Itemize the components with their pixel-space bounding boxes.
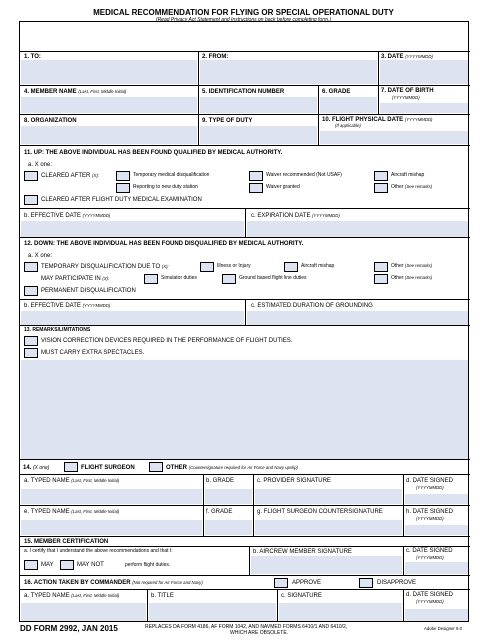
illness-label: Illness or Injury [217, 263, 251, 269]
cmdr-signature-field[interactable] [279, 603, 402, 621]
cmdr-title-field[interactable] [149, 603, 276, 621]
reporting-checkbox[interactable] [116, 183, 130, 193]
if-applicable-hint: (If applicable) [335, 123, 361, 128]
cmdr-signature-label: c. SIGNATURE [281, 593, 322, 599]
date-label: 3. DATE (YYYYMMDD) [381, 54, 433, 60]
aircraft-mishap-label-up: Aircraft mishap [391, 172, 425, 178]
disapprove-checkbox[interactable] [359, 578, 373, 588]
cmdr-date-signed-field[interactable] [405, 609, 468, 621]
flight-physical-field[interactable] [320, 131, 468, 144]
commander-heading: 16. ACTION TAKEN BY COMMANDER (Not required for Air Force and Navy) [24, 580, 203, 586]
other-label-down-2: Other (See remarks) [391, 275, 433, 281]
grade-b-field[interactable] [205, 489, 252, 504]
grade-f-field[interactable] [205, 520, 252, 535]
typed-name-a-field[interactable] [21, 489, 202, 504]
aircrew-sig-field[interactable] [251, 556, 402, 574]
vision-label: VISION CORRECTION DEVICES REQUIRED IN THE PERFORMANCE OF FLIGHT DUTIES. [41, 338, 293, 344]
surgeon-x-one: 14. (X one) [23, 465, 50, 471]
waiver-recommended-label: Waiver recommended (Not USAF) [266, 172, 342, 178]
permanent-checkbox[interactable] [24, 286, 38, 296]
aircraft-mishap-label-down: Aircraft mishap [301, 263, 335, 269]
cmdr-date-signed-label: d. DATE SIGNED [406, 592, 453, 598]
date-signed-d-label: d. DATE SIGNED [406, 478, 453, 484]
temp-medical-label: Temporary medical disqualification [133, 172, 210, 178]
dob-field[interactable] [380, 103, 468, 113]
provider-sig-label: c. PROVIDER SIGNATURE [257, 478, 331, 484]
temp-medical-checkbox[interactable] [116, 171, 130, 181]
vision-checkbox[interactable] [24, 336, 38, 346]
to-label: 1. TO: [24, 54, 41, 60]
waiver-recommended-checkbox[interactable] [249, 171, 263, 181]
cmdr-date-hint: (YYYYMMDD) [416, 599, 444, 604]
waiver-granted-checkbox[interactable] [249, 183, 263, 193]
form-subtitle: (Read Privacy Act Statement and Instructions on back before completing form.) [155, 17, 332, 23]
id-number-label: 5. IDENTIFICATION NUMBER [202, 89, 285, 95]
illness-checkbox[interactable] [200, 262, 214, 272]
may-not-checkbox[interactable] [60, 560, 74, 570]
reporting-label: Reporting to new duty station [133, 184, 198, 190]
designer-label: Adobe Designer 9.0 [424, 626, 462, 631]
date-field[interactable] [380, 60, 468, 84]
remarks-heading: 13. REMARKS/LIMITATIONS [24, 327, 91, 333]
dob-label: 7. DATE OF BIRTH [381, 88, 434, 94]
fs-countersig-label: g. FLIGHT SURGEON COUNTERSIGNATURE [257, 509, 383, 515]
form-title: MEDICAL RECOMMENDATION FOR FLYING OR SPECIAL OPERATIONAL DUTY [93, 8, 394, 17]
flight-surgeon-checkbox[interactable] [64, 462, 78, 472]
other-surgeon-checkbox[interactable] [149, 462, 163, 472]
spectacles-checkbox[interactable] [24, 348, 38, 358]
form-id: DD FORM 2992, JAN 2015 [20, 624, 118, 633]
member-cert-heading: 15. MEMBER CERTIFICATION [24, 539, 109, 545]
organization-field[interactable] [21, 126, 197, 144]
temp-disq-checkbox[interactable] [24, 262, 38, 272]
other-checkbox-up[interactable] [374, 183, 388, 193]
member-date-hint: (YYYYMMDD) [416, 555, 444, 560]
down-heading: 12. DOWN: THE ABOVE INDIVIDUAL HAS BEEN FOUND DISQUALIFIED BY MEDICAL AUTHORITY. [24, 241, 304, 247]
fs-countersig-field[interactable] [255, 520, 402, 535]
id-number-field[interactable] [200, 97, 317, 113]
certify-label: a. I certify that I understand the above recommendations and that I: [24, 548, 173, 554]
grade-f-label: f. GRADE [206, 509, 233, 515]
perform-label: perform flight duties. [125, 562, 171, 568]
member-date-signed-label: c. DATE SIGNED [406, 548, 453, 554]
may-not-label: MAY NOT [77, 562, 104, 568]
up-effective-date-label: b. EFFECTIVE DATE (YYYYMMDD) [24, 213, 111, 219]
down-effective-date-field[interactable] [21, 311, 244, 325]
may-checkbox[interactable] [24, 560, 38, 570]
date-signed-d-hint: (YYYYMMDD) [416, 485, 444, 490]
date-signed-d-field[interactable] [405, 494, 468, 504]
member-name-field[interactable] [21, 97, 197, 113]
from-field[interactable] [200, 60, 377, 84]
cmdr-typed-name-field[interactable] [21, 603, 146, 621]
up-x-one: a. X one: [28, 162, 53, 168]
spectacles-label: MUST CARRY EXTRA SPECTACLES. [41, 350, 145, 356]
other-label-down: Other (See remarks) [391, 263, 433, 269]
other-checkbox-down-2[interactable] [374, 274, 388, 284]
disapprove-label: DISAPPROVE [377, 580, 417, 586]
simulator-label: Simulator duties [161, 275, 197, 281]
ground-sim-checkbox[interactable] [222, 274, 236, 284]
date-signed-h-hint: (YYYYMMDD) [416, 516, 444, 521]
other-label-up: Other (See remarks) [391, 184, 433, 190]
up-heading: 11. UP: THE ABOVE INDIVIDUAL HAS BEEN FOUND QUALIFIED BY MEDICAL AUTHORITY. [24, 150, 283, 156]
grade-label: 6. GRADE [322, 89, 351, 95]
cleared-exam-label: CLEARED AFTER FLIGHT DUTY MEDICAL EXAMINATION [41, 197, 202, 203]
down-x-one: a. X one: [28, 253, 53, 259]
other-surgeon-label: OTHER (Countersignature required for Air Force and Navy upslip) [166, 465, 298, 471]
grade-b-label: b. GRADE [206, 478, 235, 484]
cleared-exam-checkbox[interactable] [24, 195, 38, 205]
other-checkbox-down[interactable] [374, 262, 388, 272]
to-field[interactable] [21, 60, 197, 84]
cleared-after-label: CLEARED AFTER (X): [41, 173, 99, 179]
flight-physical-label: 10. FLIGHT PHYSICAL DATE (YYYYMMDD) [322, 117, 433, 123]
aircrew-sig-label: b. AIRCREW MEMBER SIGNATURE [253, 549, 352, 555]
type-of-duty-label: 9. TYPE OF DUTY [202, 118, 253, 124]
aircraft-mishap-checkbox-up[interactable] [374, 171, 388, 181]
replaces-line-2: WHICH ARE OBSOLETE. [230, 630, 289, 636]
typed-name-e-field[interactable] [21, 520, 202, 535]
from-label: 2. FROM: [202, 54, 229, 60]
duration-label: c. ESTIMATED DURATION OF GROUNDING [251, 303, 373, 309]
provider-sig-field[interactable] [255, 489, 402, 504]
flight-surgeon-label: FLIGHT SURGEON [81, 465, 135, 471]
cmdr-title-label: b. TITLE [151, 593, 174, 599]
simulator-checkbox[interactable] [144, 274, 158, 284]
date-signed-h-label: h. DATE SIGNED [406, 509, 453, 515]
organization-label: 8. ORGANIZATION [24, 118, 77, 124]
grade-field[interactable] [320, 97, 377, 113]
may-label: MAY [41, 562, 54, 568]
up-effective-date-field[interactable] [21, 221, 244, 237]
approve-checkbox[interactable] [274, 578, 288, 588]
date-signed-h-field[interactable] [405, 525, 468, 535]
ground-sim-label: Ground based flight line duties [239, 275, 307, 281]
waiver-granted-label: Waiver granted [266, 184, 300, 190]
cleared-after-checkbox[interactable] [24, 171, 38, 181]
dob-hint: (YYYYMMDD) [392, 95, 420, 100]
member-name-label: 4. MEMBER NAME (Last, First, Middle Initial) [24, 89, 127, 95]
temp-disq-label: TEMPORARY DISQUALIFICATION DUE TO (X): [41, 264, 169, 270]
up-expiration-date-field[interactable] [247, 221, 468, 237]
typed-name-a-label: a. TYPED NAME (Last, First, Middle Initial) [24, 478, 120, 484]
replaces-line-1: REPLACES DA FORM 4186, AF FORM 1042, AND NAVMED FORMS 6410/1 AND 6410/2, [145, 624, 348, 630]
approve-label: APPROVE [292, 580, 322, 586]
remarks-field[interactable] [21, 360, 468, 459]
aircraft-mishap-checkbox-down[interactable] [284, 262, 298, 272]
cmdr-typed-name-label: a. TYPED NAME (Last, First, Middle Initial) [24, 593, 120, 599]
type-of-duty-field[interactable] [200, 126, 317, 144]
up-expiration-date-label: c. EXPIRATION DATE (YYYYMMDD) [251, 213, 340, 219]
may-participate-label: MAY PARTICIPATE IN (X): [41, 276, 110, 282]
duration-field[interactable] [247, 311, 468, 325]
down-effective-date-label: b. EFFECTIVE DATE (YYYYMMDD) [24, 303, 111, 309]
typed-name-e-label: e. TYPED NAME (Last, First, Middle Initial) [24, 509, 120, 515]
permanent-label: PERMANENT DISQUALIFICATION [41, 288, 136, 294]
member-date-signed-field[interactable] [405, 562, 468, 574]
